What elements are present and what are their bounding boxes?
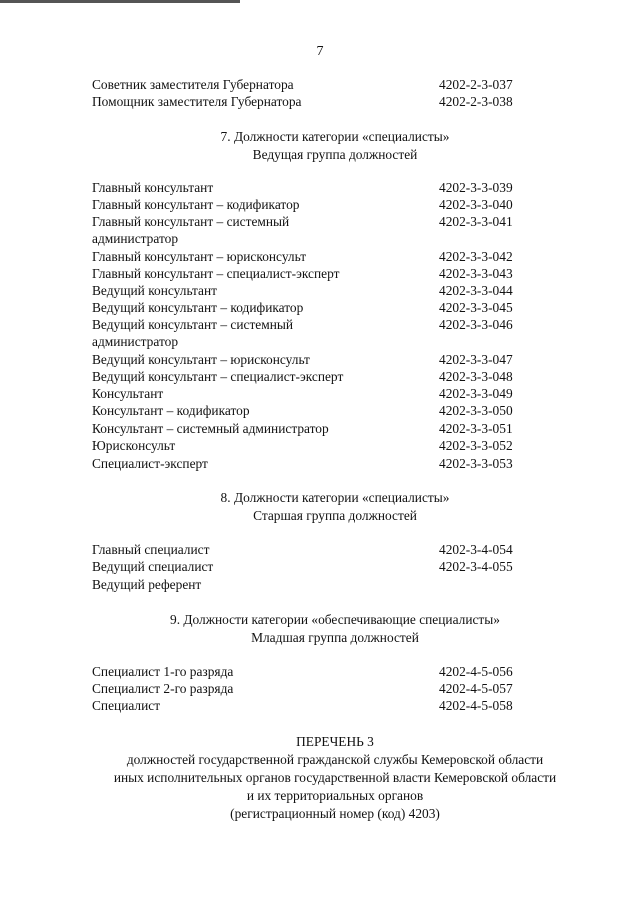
list-item-continuation bbox=[92, 333, 532, 350]
position-title: Советник заместителя Губернатора bbox=[92, 77, 294, 92]
section-8-subheading: Старшая группа должностей bbox=[253, 508, 417, 523]
position-title: Ведущий специалист bbox=[92, 559, 214, 574]
position-code: 4202-3-3-050 bbox=[439, 403, 513, 418]
position-code: 4202-3-3-039 bbox=[439, 180, 513, 195]
scan-top-edge bbox=[0, 0, 240, 3]
position-code: 4202-3-3-048 bbox=[439, 369, 513, 384]
position-title: Специалист bbox=[92, 698, 161, 713]
list-item bbox=[92, 680, 532, 697]
list-item bbox=[92, 196, 532, 213]
list-item bbox=[92, 558, 532, 575]
position-title: Главный консультант – системный bbox=[92, 214, 290, 229]
position-code: 4202-3-3-047 bbox=[439, 352, 513, 367]
position-code: 4202-3-3-053 bbox=[439, 456, 513, 471]
position-title: Ведущий консультант bbox=[92, 283, 218, 298]
list-item bbox=[92, 282, 532, 299]
position-title-continuation: администратор bbox=[92, 231, 179, 246]
position-title: Юрисконсульт bbox=[92, 438, 176, 453]
list-item bbox=[92, 420, 532, 437]
position-title: Консультант bbox=[92, 386, 164, 401]
position-code: 4202-2-3-037 bbox=[439, 77, 513, 92]
position-title: Главный консультант bbox=[92, 180, 214, 195]
list-item bbox=[92, 402, 532, 419]
section-9-subheading: Младшая группа должностей bbox=[251, 630, 419, 645]
list-item bbox=[92, 299, 532, 316]
list-3-title: ПЕРЕЧЕНЬ 3 bbox=[296, 734, 374, 749]
position-code: 4202-4-5-057 bbox=[439, 681, 513, 696]
position-title: Специалист-эксперт bbox=[92, 456, 208, 471]
position-title: Специалист 2-го разряда bbox=[92, 681, 234, 696]
position-title: Специалист 1-го разряда bbox=[92, 664, 234, 679]
position-title: Ведущий консультант – системный bbox=[92, 317, 294, 332]
position-title: Ведущий консультант – юрисконсульт bbox=[92, 352, 310, 367]
list-item bbox=[92, 76, 532, 93]
position-code: 4202-4-5-058 bbox=[439, 698, 513, 713]
position-title: Главный консультант – специалист-эксперт bbox=[92, 266, 340, 281]
list-item bbox=[92, 541, 532, 558]
section-8-heading: 8. Должности категории «специалисты» bbox=[220, 490, 450, 505]
position-code: 4202-3-4-055 bbox=[439, 559, 513, 574]
position-code: 4202-3-4-054 bbox=[439, 542, 513, 557]
section-7-subheading: Ведущая группа должностей bbox=[252, 147, 418, 162]
list-item bbox=[92, 351, 532, 368]
position-code: 4202-3-3-051 bbox=[439, 421, 513, 436]
position-code: 4202-3-3-046 bbox=[439, 317, 513, 332]
position-code: 4202-3-3-045 bbox=[439, 300, 513, 315]
list-item bbox=[92, 385, 532, 402]
position-code: 4202-3-3-049 bbox=[439, 386, 513, 401]
list-item bbox=[92, 697, 532, 714]
position-title: Ведущий консультант – кодификатор bbox=[92, 300, 304, 315]
position-code: 4202-3-3-040 bbox=[439, 197, 513, 212]
position-title: Ведущий консультант – специалист-эксперт bbox=[92, 369, 344, 384]
position-title: Помощник заместителя Губернатора bbox=[92, 94, 302, 109]
position-code: 4202-3-3-043 bbox=[439, 266, 513, 281]
list-item bbox=[92, 316, 532, 333]
position-code: 4202-4-5-056 bbox=[439, 664, 513, 679]
section-7-heading: 7. Должности категории «специалисты» bbox=[220, 129, 450, 144]
list-3-line: и их территориальных органов bbox=[246, 788, 424, 803]
position-title: Ведущий референт bbox=[92, 577, 202, 592]
list-item-continuation bbox=[92, 230, 532, 247]
position-title: Консультант – кодификатор bbox=[92, 403, 250, 418]
list-3-line: должностей государственной гражданской службы Кемеровской области bbox=[126, 752, 544, 767]
list-3-line: иных исполнительных органов государственной власти Кемеровской области bbox=[113, 770, 557, 785]
position-code: 4202-3-3-044 bbox=[439, 283, 513, 298]
position-code: 4202-2-3-038 bbox=[439, 94, 513, 109]
list-item bbox=[92, 265, 532, 282]
list-3-line: (регистрационный номер (код) 4203) bbox=[230, 806, 440, 821]
position-code: 4202-3-3-041 bbox=[439, 214, 513, 229]
list-item bbox=[92, 455, 532, 472]
page-number: 7 bbox=[316, 44, 324, 59]
list-item bbox=[92, 437, 532, 454]
position-title: Главный консультант – кодификатор bbox=[92, 197, 300, 212]
position-title-continuation: администратор bbox=[92, 334, 179, 349]
position-title: Главный специалист bbox=[92, 542, 210, 557]
list-item bbox=[92, 663, 532, 680]
section-9-heading: 9. Должности категории «обеспечивающие специалисты» bbox=[170, 612, 500, 627]
list-item bbox=[92, 179, 532, 196]
list-item bbox=[92, 248, 532, 265]
position-code: 4202-3-3-042 bbox=[439, 249, 513, 264]
position-title: Главный консультант – юрисконсульт bbox=[92, 249, 307, 264]
list-item bbox=[92, 93, 532, 110]
list-item bbox=[92, 213, 532, 230]
position-code: 4202-3-3-052 bbox=[439, 438, 513, 453]
list-item bbox=[92, 576, 532, 593]
position-title: Консультант – системный администратор bbox=[92, 421, 329, 436]
list-item bbox=[92, 368, 532, 385]
